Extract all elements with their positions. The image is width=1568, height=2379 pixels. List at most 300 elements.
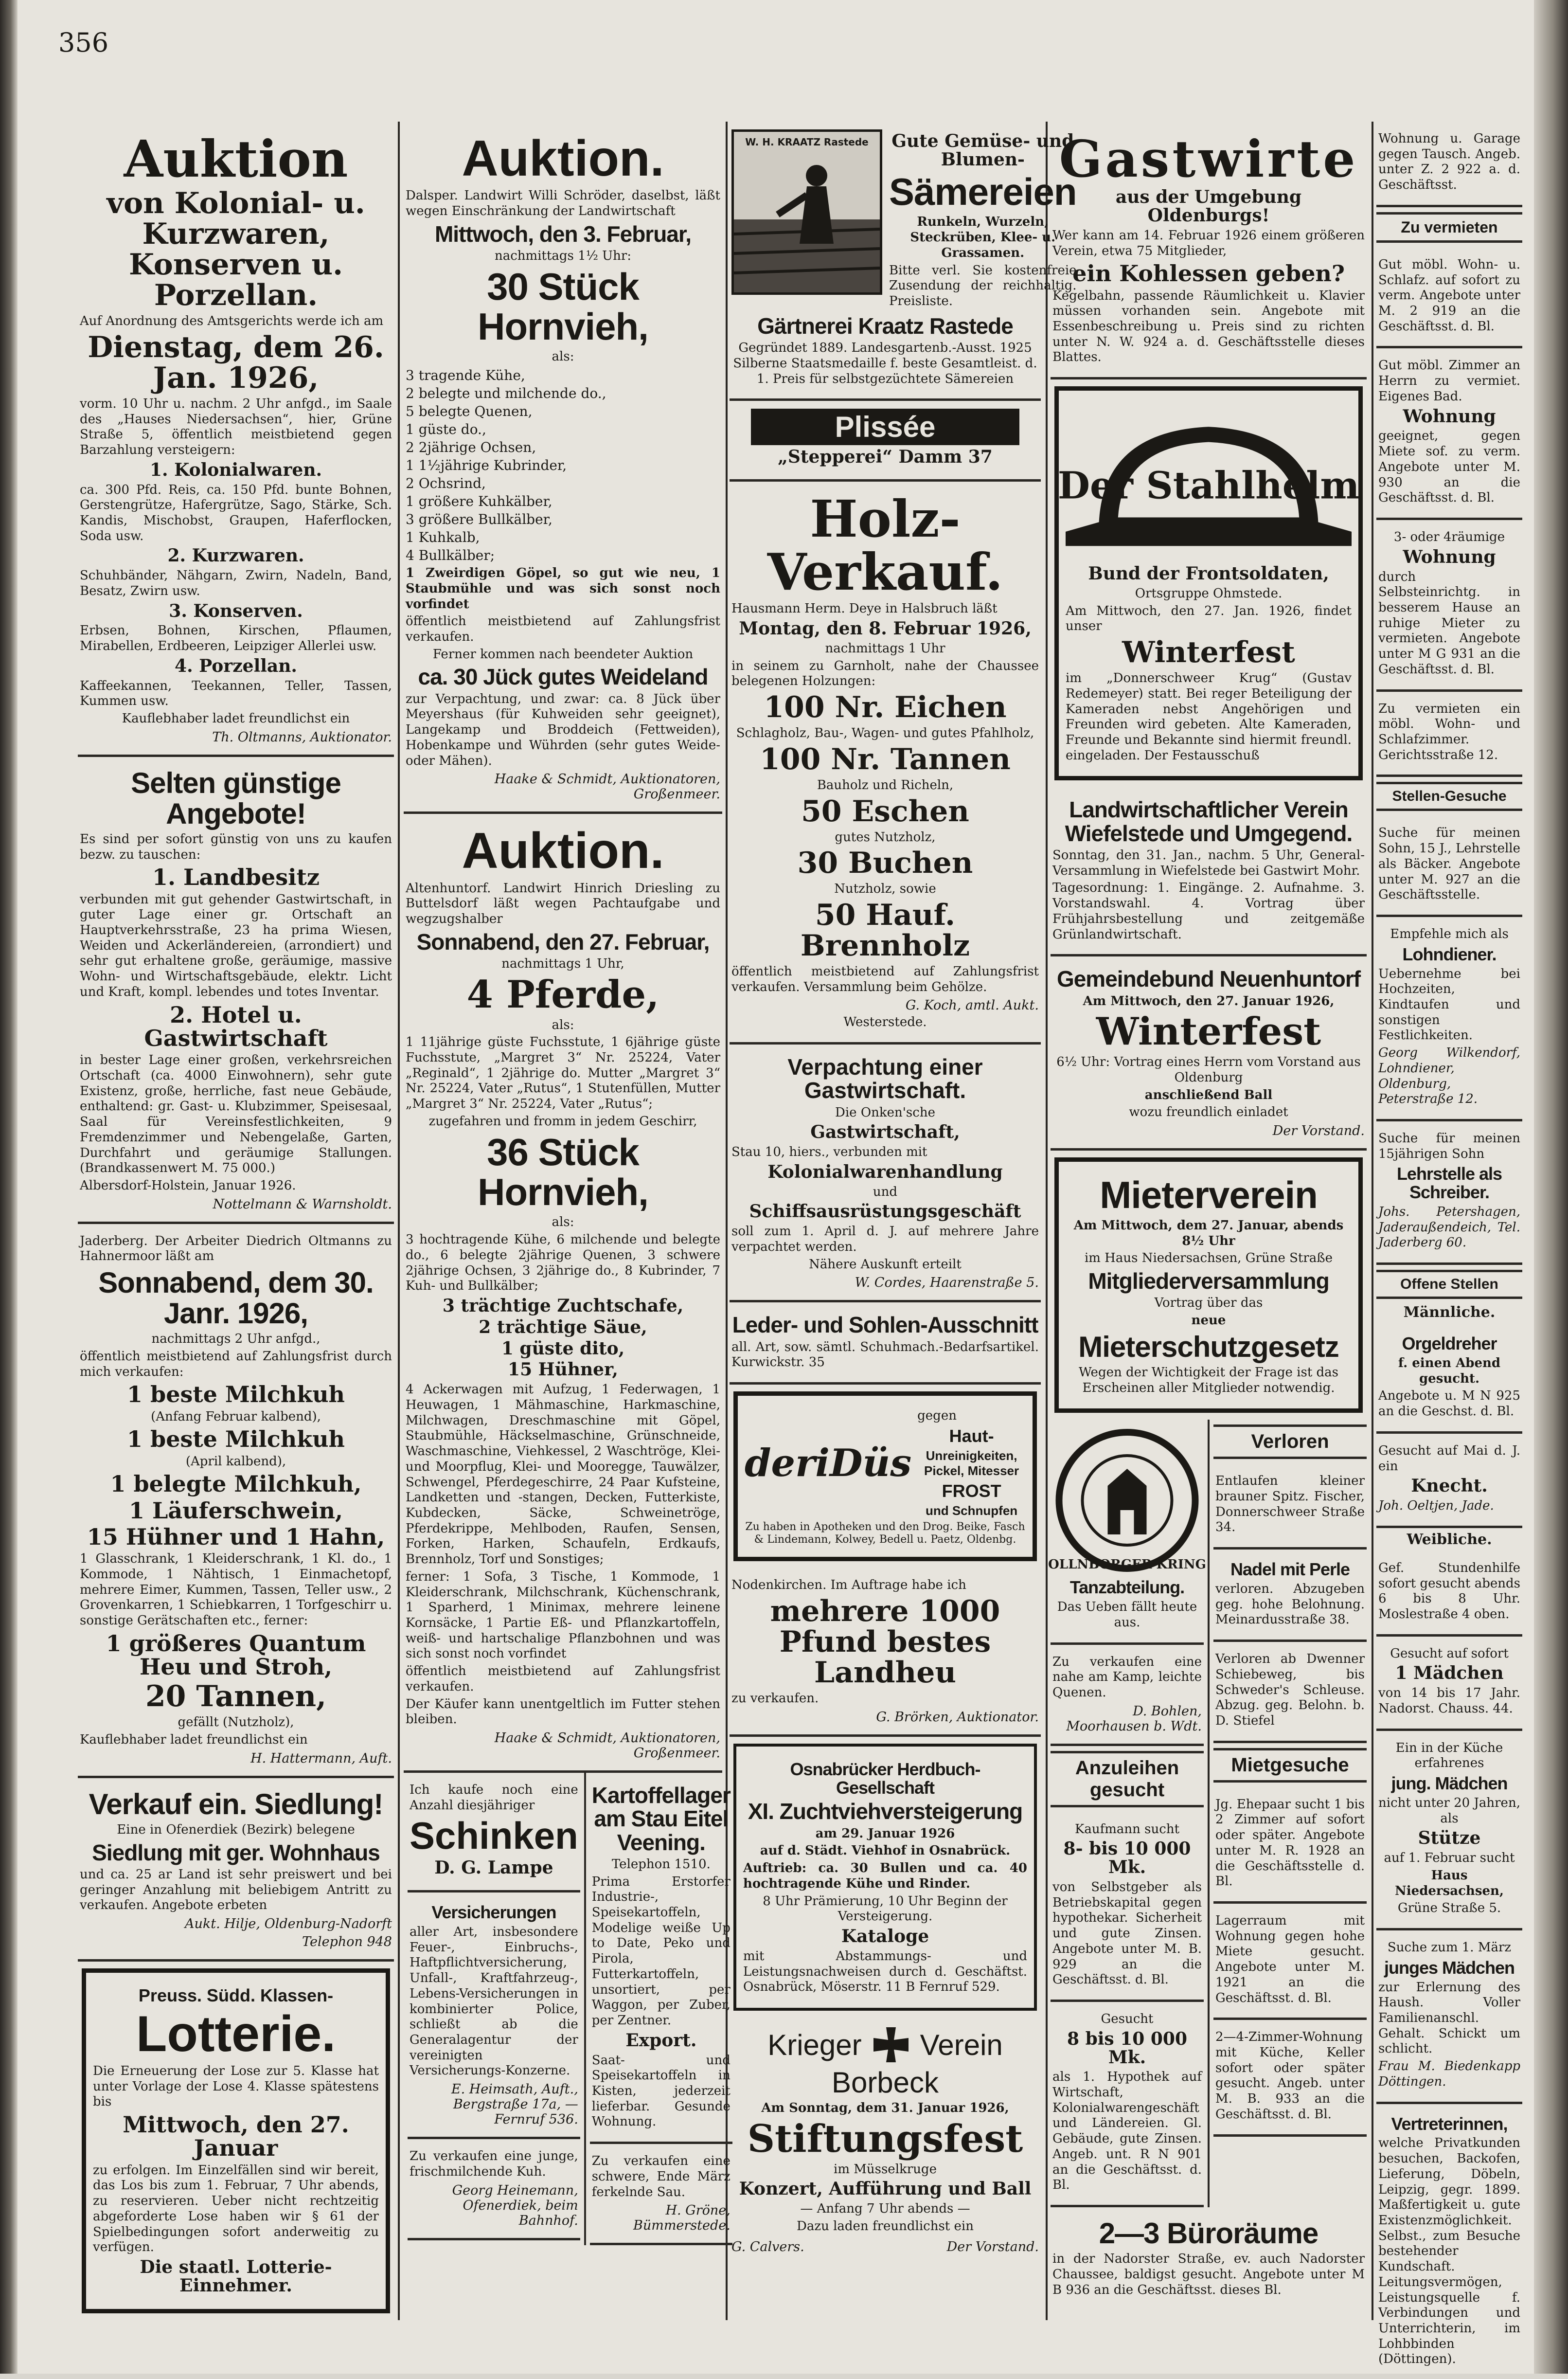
ad-text: Gesucht auf sofort	[1390, 1646, 1509, 1661]
ad-headline: Lehrstelle als Schreiber.	[1396, 1164, 1502, 1203]
ad-holz-verkauf	[730, 482, 1041, 1045]
ad-title: Verpachtung einer Gastwirtschaft.	[787, 1054, 983, 1103]
column-rule	[1372, 122, 1373, 2320]
ad-derildus	[733, 1391, 1037, 1561]
ad-section: Kataloge	[841, 1926, 929, 1947]
ad-text: 8 Uhr Prämierung, 10 Uhr Beginn der Versteigerung.	[763, 1893, 1008, 1924]
ad-vermieten-1	[1376, 248, 1522, 349]
scan-edge-left	[0, 0, 18, 2374]
ad-text: Nähere Auskunft erteilt	[809, 1257, 962, 1272]
ad-text: Dalsper. Landwirt Willi Schröder, daselbst, läßt wegen Einschränkung der Landwirtschaft	[406, 188, 720, 218]
ad-text: nachmittags 1½ Uhr:	[494, 248, 632, 263]
ad-signature: Johs. Petershagen, Jaderaußendeich, Tel. Jaderberg 60.	[1378, 1205, 1520, 1250]
ad-text: Hausmann Herm. Deye in Halsbruch läßt	[731, 601, 998, 616]
ad-text: Zu verkaufen eine schwere, Ende März ferkelnde Sau.	[591, 2154, 731, 2199]
ad-place: auf d. Städt. Viehhof in Osnabrück.	[760, 1843, 1011, 1858]
ad-text: im Haus Niedersachsen, Grüne Straße	[1084, 1251, 1333, 1266]
ad-text: Ferner kommen nach beendeter Auktion	[432, 647, 694, 662]
list-item: 2 2jährige Ochsen,	[406, 439, 536, 456]
ad-headline: 4 Pferde,	[466, 972, 659, 1017]
ad-text: soll zum 1. April d. J. auf mehrere Jahre verpachtet werden.	[731, 1224, 1039, 1254]
ad-text: Nodenkirchen. Im Auftrage habe ich	[731, 1578, 966, 1593]
ad-text: von Selbstgeber als Betriebskapital gegen hypothekar. Sicherheit und gute Zinsen. Angebote unter M. B. 929 an die Geschäftsst. d. Bl.	[1052, 1879, 1202, 1987]
ad-vermieten-4	[1376, 692, 1522, 777]
ad-text: aller Art, insbesondere Feuer-, Einbruchs-, Haftpflichtversicherung, Unfall-, Kraftfahrzeug-, Lebens-Versicherungen in kombinierter Police, schließt ab die Generalagentur der vereinigten Versicherungs-Konzerne.	[410, 1924, 578, 2078]
ad-text: Haus Niedersachsen,	[1395, 1868, 1504, 1898]
ad-text: Auftrieb: ca. 30 Bullen und ca. 40 hochtragende Kühe und Rinder.	[743, 1861, 1027, 1891]
ad-gastwirte	[1051, 122, 1367, 379]
ad-title: Bund der Frontsoldaten,	[1088, 563, 1329, 584]
ad-title: Mieterverein	[1100, 1173, 1318, 1217]
ad-lehrstelle	[1376, 1121, 1522, 1265]
ad-title: Landwirtschaftlicher Verein Wiefelstede und Umgegend.	[1065, 797, 1353, 846]
ad-title: Versicherungen	[431, 1902, 556, 1923]
ad-zu-verkaufen	[1051, 1645, 1204, 1746]
ad-text: und	[873, 1184, 898, 1199]
livestock-list	[406, 367, 720, 564]
ad-text: verbunden mit gut gehender Gastwirtschaft, in guter Lage einer gr. Ortschaft an Hauptverkehrsstraße, 23 ha prima Wiesen, Weiden und Ackerländereien, (arrondiert) und sehr gut erhaltene große, geräumige, massive Wohn- und Wirtschaftsgebäude, elektr. Licht und Kraft, kompl. lebendes und totes Inventar.	[80, 892, 392, 999]
ad-subtitle: „Stepperei“ Damm 37	[778, 447, 993, 468]
ad-text: nachmittags 2 Uhr anfgd.,	[151, 1332, 321, 1347]
ad-text: Suche für meinen Sohn, 15 J., Lehrstelle als Bäcker. Angebote unter M. 927 an die Geschäftsstelle.	[1378, 826, 1520, 902]
page-number: 356	[58, 27, 109, 58]
ad-subtitle: von Kolonial- u. Kurzwaren, Konserven u. Porzellan.	[107, 186, 365, 313]
ad-text: Wohnung u. Garage gegen Tausch. Angeb. unter Z. 2 922 a. d. Geschäftsst.	[1378, 131, 1520, 193]
ad-knecht	[1376, 1434, 1522, 1528]
ad-mietgesuch-3	[1213, 2020, 1367, 2136]
ad-text: anschließend Ball	[1144, 1087, 1273, 1102]
section-stellengesuche: Stellen-Gesuche	[1376, 782, 1522, 811]
ad-date: am 29. Januar 1926	[815, 1826, 955, 1841]
ad-title: Leder- und Sohlen-Ausschnitt	[732, 1312, 1038, 1338]
ad-item: 1 güste dito,	[501, 1338, 625, 1359]
ad-date: Mittwoch, den 27. Januar	[123, 2111, 349, 2162]
kring-emblem-icon	[1048, 1427, 1206, 1573]
ad-text: öffentlich meistbietend auf Zahlungsfrist durch mich verkaufen:	[80, 1349, 392, 1379]
ad-section: 1. Landbesitz	[152, 864, 320, 891]
ad-headline: Stütze	[1418, 1828, 1481, 1849]
ad-mietgesuch-2	[1213, 1904, 1367, 2020]
ad-headline: junges Mädchen	[1384, 1957, 1515, 1978]
ad-auktion-altenhuntorf	[404, 814, 722, 1773]
ad-verloren-2	[1213, 1550, 1367, 1642]
ad-title: Auktion.	[462, 130, 664, 187]
ad-text: in bester Lage einer großen, verkehrsreichen Ortschaft (ca. 4000 Einwohnern), sehr gute Existenz, große, herrliche, fast neue Gebäude, enthaltend: gr. Gast- u. Klubzimmer, Speisesaal, Saal für Vereinsfestlichkeiten, 9 Fremdenzimmer und Nebengelaße, Garten, Durchfahrt und geräumige Stallungen. (Brandkassenwert M. 75 000.)	[80, 1053, 392, 1176]
ad-text: in der Nadorster Straße, ev. auch Nadorster Chaussee, baldigst gesucht. Angebote unter M B 936 an die Geschäftsst. dieses Bl.	[1052, 2252, 1365, 2297]
iron-cross-icon	[872, 2025, 910, 2064]
ad-text: neue	[1191, 1313, 1226, 1328]
column-4	[1048, 122, 1367, 2320]
ad-kraatz-text	[889, 129, 1077, 311]
ad-text: Nutzholz, sowie	[834, 882, 936, 897]
ad-vertreterinnen	[1376, 2104, 1522, 2379]
ad-date: Sonnabend, dem 30. Janr. 1926,	[98, 1266, 374, 1330]
ad-column-right	[586, 1773, 736, 2245]
ad-anzuleihen-1	[1051, 1812, 1204, 2002]
ad-text: ferner: 1 Sofa, 3 Tische, 1 Kommode, 1 Kleiderschrank, Milchschrank, Küchenschrank, 1 Sparherd, 1 Minimax, mehrere leinene Kornsäcke, 1 Partie Eß- und Pflanzkartoffeln, weiß- und hartschalige Pflanzbohnen und was sich sonst noch vorfindet	[406, 1569, 720, 1661]
ad-text: all. Art, sow. sämtl. Schuhmach.-Bedarfsartikel. Kurwickstr. 35	[731, 1339, 1039, 1370]
ad-text: 2—4-Zimmer-Wohnung mit Küche, Keller sofort oder später gesucht. Angeb. unter M. B. 933 an die Geschäftsst. d. Bl.	[1215, 2030, 1365, 2122]
ad-text: nachmittags 1 Uhr	[825, 641, 945, 656]
ad-angebote	[78, 757, 394, 1224]
ad-title: Selten günstige Angebote!	[131, 766, 341, 830]
ad-text: ca. 300 Pfd. Reis, ca. 150 Pfd. bunte Bohnen, Gerstengrütze, Hafergrütze, Sago, Stärke, Sch. Kandis, Mischobst, Graupen, Haferflocken, Soda usw.	[80, 482, 392, 543]
ad-text: Ich kaufe noch eine Anzahl diesjähriger	[410, 1783, 578, 1813]
ad-signature: G. Calvers.	[731, 2239, 804, 2254]
ad-plissee	[730, 401, 1041, 482]
ad-text: — Anfang 7 Uhr abends —	[800, 2201, 970, 2217]
ad-date: Sonnabend, den 27. Februar,	[416, 929, 710, 955]
ad-text: Vortrag über das	[1154, 1296, 1263, 1311]
ad-orgeldreher	[1376, 1324, 1522, 1434]
col4-lower-split	[1048, 1420, 1367, 2207]
ad-derildus-claims	[917, 1406, 1026, 1520]
ad-item: 50 Eschen	[801, 794, 969, 829]
ad-date: Dienstag, dem 26. Jan. 1926,	[88, 330, 384, 395]
ad-item: 1 Läuferschwein,	[128, 1497, 343, 1524]
ad-item: 1 größeres Quantum Heu und Stroh,	[106, 1630, 366, 1680]
ad-title: Holz-Verkauf.	[767, 489, 1003, 602]
ad-text: Das Ueben fällt heute aus.	[1057, 1600, 1197, 1630]
ad-text: Zu vermieten ein möbl. Wohn- und Schlafzimmer. Gerichtsstraße 12.	[1378, 701, 1520, 762]
ad-item: 50 Hauf. Brennholz	[800, 898, 970, 963]
ad-text: 1 11jährige güste Fuchsstute, 1 6jährige güste Fuchsstute, „Margret 3“ Nr. 25224, Vater „Reginald“, 1 2jährige do. Mutter „Margret 3“ Nr. 25224, Vater „Rutus“, 1 Stutenfüllen, Mutter „Margret 3“ Nr. 25224, Vater „Rutus“;	[406, 1035, 720, 1112]
ad-kuh	[408, 2139, 580, 2240]
ad-text: Bitte verl. Sie kostenfreie Zusendung der reichhaltig. Preisliste.	[889, 263, 1077, 309]
ad-text: Entlaufen kleiner brauner Spitz. Fischer, Donnerschweer Straße 34.	[1215, 1474, 1365, 1535]
ad-section: 4. Porzellan.	[175, 655, 297, 676]
list-item: 1 1½jährige Kubrinder,	[406, 457, 567, 474]
ad-headline: Gärtnerei Kraatz Rastede	[757, 313, 1013, 339]
ad-vermieten-3	[1376, 520, 1522, 692]
ad-text: Gut möbl. Wohn- u. Schlafz. auf sofort zu verm. Angebote unter M. 2 919 an die Geschäftsst. d. Bl.	[1378, 257, 1520, 334]
ad-text: zur Erlernung des Haush. Voller Familienanschl. Gehalt. Schickt um schlicht.	[1378, 1980, 1520, 2056]
ad-text: zu erfolgen. Im Einzelfällen sind wir bereit, das Los bis zum 1. Februar, 7 Uhr abends, zu reservieren. Ueber nicht rechtzeitig abgeforderte Lose haben wir § 61 der Spielbedingungen sofort anderweitig zu verfügen.	[93, 2163, 379, 2255]
column-5	[1376, 122, 1522, 2367]
ad-text: Suche für meinen 15jährigen Sohn	[1378, 1131, 1520, 1161]
ad-headline: Nadel mit Perle	[1230, 1559, 1350, 1580]
ad-text: Altenhuntorf. Landwirt Hinrich Driesling zu Buttelsdorf läßt wegen Pachtaufgabe und wegzugshalber	[406, 881, 720, 926]
ad-kraatz-row	[731, 129, 1077, 311]
ad-text: Kegelbahn, passende Räumlichkeit u. Klavier müssen vorhanden sein. Angebote mit Essenbeschreibung u. Preis sind zu richten unter N. W. 924 a. d. Geschäftsstelle dieses Blattes.	[1052, 288, 1365, 365]
ad-headline: ca. 30 Jück gutes Weideland	[418, 664, 708, 690]
ad-place: Westerstede.	[843, 1015, 927, 1030]
ad-leder	[730, 1302, 1041, 1385]
ad-title: Lotterie.	[136, 2005, 336, 2062]
ad-text: Die Onken'sche	[835, 1105, 935, 1120]
ad-item: Kolonialwarenhandlung	[767, 1161, 1003, 1182]
ad-signature: Georg Heinemann, Ofenerdiek, beim Bahnhof.	[452, 2182, 578, 2228]
ad-signature: Joh. Oeltjen, Jade.	[1378, 1498, 1494, 1514]
ad-signature: H. Gröne, Bümmerstede.	[633, 2203, 731, 2234]
ad-title: Osnabrücker Herdbuch-Gesellschaft	[790, 1759, 980, 1798]
steel-helmet-icon	[1057, 401, 1360, 562]
ad-headline: Schinken	[410, 1814, 578, 1857]
ad-text: Gesucht	[1101, 2012, 1154, 2027]
ad-signature: Th. Oltmanns, Auktionator.	[212, 729, 392, 745]
ad-text: als:	[552, 1215, 574, 1230]
ad-headline: Lohndiener.	[1402, 944, 1497, 964]
ad-signature: H. Hattermann, Auft.	[250, 1750, 392, 1766]
list-item: 5 belegte Quenen,	[406, 403, 533, 420]
ad-text: FROST	[942, 1481, 1001, 1501]
ad-text: (April kalbend),	[185, 1454, 286, 1469]
ad-signature: G. Brörken, Auktionator.	[876, 1709, 1039, 1725]
ad-text: Sonntag, den 31. Jan., nachm. 5 Uhr, General-Versammlung in Wiefelstede bei Gastwirt Mohr.	[1052, 847, 1365, 878]
ad-text: Lagerraum mit Wohnung gegen hohe Miete gesucht. Angebote unter M. 1921 an die Geschäftsst. d. Bl.	[1215, 1913, 1365, 2005]
ad-bueroraeume	[1051, 2207, 1367, 2309]
ad-text: Die Erneuerung der Lose zur 5. Klasse hat unter Vorlage der Lose 4. Klasse spätestens bis	[93, 2064, 379, 2109]
ad-text: und Schnupfen	[925, 1503, 1018, 1518]
emblem-label: OLLNBORGER KRING	[1048, 1557, 1206, 1572]
ad-title: Krieger	[767, 2028, 862, 2061]
ad-title: Verein	[920, 2028, 1003, 2061]
ad-headline: Wohnung	[1403, 406, 1496, 427]
ad-text: Wer kann am 14. Februar 1926 einem größeren Verein, etwa 75 Mitglieder,	[1052, 228, 1365, 258]
ad-item: 1 belegte Milchkuh,	[110, 1471, 362, 1497]
ad-text: Auf Anordnung des Amtsgerichts werde ich am	[80, 314, 384, 329]
ad-text: Zu verkaufen eine junge, frischmilchende Kuh.	[410, 2149, 578, 2179]
ad-text: 3 hochtragende Kühe, 6 milchende und belegte do., 6 belegte 2jährige Quenen, 3 schwere 2jährige Ochsen, 3 2jährige do., 8 Kubrinder, 7 Kuh- und Bullkälber;	[406, 1232, 720, 1294]
ad-text: als:	[552, 349, 574, 364]
ad-text: Konzert, Aufführung und Ball	[739, 2179, 1032, 2199]
ad-phone: Telephon 948	[302, 1934, 392, 1950]
ad-text: welche Privatkunden besuchen, Backofen, Lieferung, Döbeln, Leipzig, gegr. 1899. Maßfertigkeit u. gute Existenzmöglichkeit. Selbst., zum Besuche bestehender Kundschaft. Leitungsvermögen, Leistungsquelle f. Verbindungen und Unterrichterin, im Lohbbinden (Döttingen).	[1378, 2136, 1520, 2367]
ad-signature: Aukt. Hilje, Oldenburg-Nadorft	[184, 1916, 392, 1932]
ad-title: Auktion	[124, 129, 348, 189]
ad-landwirtschaftlicher-verein	[1051, 787, 1367, 956]
ad-text: Zu haben in Apotheken und den Drog. Beike, Fasch & Lindemann, Kolwey, Bedell u. Paetz, Oldenbg.	[745, 1520, 1025, 1546]
ad-text: mit Abstammungs- und Leistungsnachweisen durch d. Geschäftst. Osnabrück, Möserstr. 11 B Fernruf 529.	[743, 1948, 1027, 1995]
ad-verpachtung	[730, 1045, 1041, 1302]
ad-date: Mittwoch, den 3. Februar,	[434, 221, 692, 247]
ad-text: öffentlich meistbietend auf Zahlungsfrist verkaufen.	[406, 614, 720, 645]
ad-item: 1 beste Milchkuh	[127, 1381, 345, 1408]
ad-signature: G. Koch, amtl. Aukt.	[905, 998, 1039, 1013]
ad-text: Dazu laden freundlichst ein	[797, 2218, 974, 2234]
list-item: 2 belegte und milchende do.,	[406, 385, 606, 402]
ad-title: Kartoffellager am Stau Eitel Veening.	[591, 1783, 731, 1855]
ad-sau	[590, 2144, 732, 2245]
ad-text: gegen	[917, 1408, 957, 1424]
ad-text: Kaffeekannen, Teekannen, Teller, Tassen, Kummen usw.	[80, 678, 392, 709]
ad-anzuleihen-2	[1051, 2002, 1204, 2207]
ad-versicherungen	[408, 1892, 580, 2139]
ad-headline: 8 bis 10 000 Mk.	[1067, 2028, 1187, 2068]
list-item: 2 Ochsrind,	[406, 475, 486, 492]
ad-text: Kauflebhaber ladet freundlichst ein	[122, 711, 350, 726]
emblem-label: Der Stahlhelm	[1057, 464, 1360, 508]
ad-item: 100 Nr. Tannen	[760, 742, 1011, 776]
ad-text: Angebote u. M N 925 an die Geschst. d. Bl.	[1378, 1388, 1520, 1419]
ad-headline: XI. Zuchtviehversteigerung	[748, 1799, 1023, 1824]
column-1	[78, 122, 394, 2320]
ad-text: und ca. 25 ar Land ist sehr preiswert und bei geringer Anzahlung mit beliebigem Antritt zu verkaufen. Angebote erbeten	[80, 1867, 392, 1913]
ad-column-left	[404, 1773, 586, 2245]
ad-title: Verkauf ein. Siedlung!	[89, 1787, 383, 1820]
list-item: 3 größere Bullkälber,	[406, 511, 552, 528]
ad-signature: Der Vorstand.	[1272, 1123, 1365, 1139]
ad-item: 15 Hühner und 1 Hahn,	[87, 1523, 385, 1550]
ad-headline: Vertreterinnen,	[1391, 2113, 1508, 2134]
ad-text: zugefahren und fromm in jedem Geschirr,	[428, 1114, 697, 1129]
ad-text: nicht unter 20 Jahren, als	[1378, 1795, 1520, 1826]
ad-text: Suche zum 1. März	[1387, 1940, 1512, 1955]
ad-text: gefällt (Nutzholz),	[178, 1715, 294, 1730]
ad-headline: 2—3 Büroräume	[1099, 2217, 1319, 2250]
ad-text: 1 Glasschrank, 1 Kleiderschrank, 1 Kl. do., 1 Kommode, 1 Nähtisch, 1 Einmachetopf, mehrere Eimer, Kummen, Tassen, Teller usw., 2 Grovenkarren, 1 Schiebkarren, 1 Torfgeschirr u. sonstige Gerätschaften etc., ferner:	[80, 1551, 392, 1628]
ad-vermieten-2	[1376, 348, 1522, 520]
ad-lohndiener	[1376, 917, 1522, 1121]
ad-mietgesuch-1	[1213, 1787, 1367, 1904]
column-2	[404, 122, 731, 2320]
ad-headline: Wohnung	[1403, 546, 1496, 567]
ad-text: auf 1. Februar sucht	[1384, 1851, 1515, 1866]
sower-illustration	[731, 129, 882, 295]
ad-junges-maedchen	[1376, 1930, 1522, 2104]
ad-phone: Telephon 1510.	[611, 1856, 711, 1872]
ad-text: Zu verkaufen eine nahe am Kamp, leichte Quenen.	[1052, 1654, 1202, 1700]
ad-text: 4 Ackerwagen mit Aufzug, 1 Federwagen, 1 Heuwagen, 1 Mähmaschine, Harkmaschine, Milchwagen, Dreschmaschine mit Göpel, Staubmühle, Häckselmaschine, Grünschneide, Waschmaschine, Viehkessel, 2 Waschtröge, Klei- und Moorpflug, Klei- und Mooregge, Tauwälzer, Schwengel, Pferdegeschirre, 24 Paar Kufsteine, Landketten und -stangen, Decken, Futterkiste, Kubdecken, Säcke, Schweinetröge, Pferdekrippe, Mehlboden, Raufen, Sensen, Forken, Harken, Schaufeln, Erdkaufs, Brennholz, Torf und Sonstiges;	[406, 1382, 720, 1567]
ad-krieger-head	[731, 2025, 1039, 2064]
list-item: 1 Kuhkalb,	[406, 529, 480, 546]
ad-text: Bauholz und Richeln,	[817, 777, 954, 793]
ad-headline: 30 Stück Hornvieh,	[478, 265, 648, 348]
ad-text: Gut möbl. Zimmer an Herrn zu vermiet. Eigenes Bad.	[1378, 358, 1520, 404]
ad-item: 3 trächtige Zuchtschafe,	[442, 1296, 684, 1316]
ad-headline: jung. Mädchen	[1391, 1773, 1508, 1794]
ad-date: Am Mittwoch, den 27. Januar 1926,	[1083, 993, 1335, 1009]
ad-kicker: Preuss. Südd. Klassen-	[138, 1985, 334, 2006]
ad-kraatz	[730, 122, 1077, 401]
ad-text: Wegen der Wichtigkeit der Frage ist das Erscheinen aller Mitglieder notwendig.	[1078, 1365, 1339, 1395]
ad-text: zur Verpachtung, und zwar: ca. 8 Jück über Meyershaus (für Kuhweiden sehr geeignet), Langekamp und Broddeich (Fettweiden), Hobenkampe und Wührden (sehr gutes Weide- oder Mähen).	[406, 691, 720, 768]
ad-signature: Frau M. Biedenkapp Döttingen.	[1378, 2059, 1520, 2089]
ad-text: in seinem zu Garnholt, nahe der Chaussee belegenen Holzungen:	[731, 658, 1039, 689]
ad-signature: Georg Wilkendorf, Lohndiener, Oldenburg, Peterstraße 12.	[1378, 1045, 1520, 1107]
ad-place: Borbeck	[831, 2066, 939, 2099]
ad-text: Prima Erstorfer Industrie-, Speisekartoffeln, Modelige weiße Up to Date, Peko und Pirola, Futterkartoffeln, unsortiert, per Waggon, per Zuber, per Zentner.	[591, 1874, 731, 2028]
ad-text: f. einen Abend gesucht.	[1398, 1356, 1501, 1386]
ad-text: Verloren ab Dwenner Schiebeweg, bis Schweder's Schleuse. Abzug. geg. Belohn. b. D. Stiefel	[1215, 1652, 1365, 1728]
ad-headline: 36 Stück Hornvieh,	[478, 1130, 648, 1213]
ad-title: Gastwirte	[1059, 129, 1358, 189]
ad-headline: Winterfest	[1122, 635, 1295, 670]
ad-text: Kaufmann sucht	[1074, 1821, 1180, 1837]
ad-text: Uebernehme bei Hochzeiten, Kindtaufen und sonstigen Festlichkeiten.	[1378, 966, 1520, 1043]
section-mietgesuche: Mietgesuche	[1213, 1748, 1367, 1783]
ad-text: Gesucht auf Mai d. J. ein	[1378, 1443, 1520, 1474]
ad-headline: ein Kohlessen geben?	[1072, 260, 1345, 287]
ad-text: im „Donnerschweer Krug“ (Gustav Redemeyer) statt. Bei reger Beteiligung der Kameraden nebst Angehörigen und Freunden wird gebeten. Alte Kameraden, Freunde und Bekannte sind hiermit freundl. eingeladen. Der Festausschuß	[1066, 671, 1352, 763]
ad-text: Schlagholz, Bau-, Wagen- und gutes Pfahlholz,	[736, 726, 1034, 741]
ad-text: wozu freundlich einladet	[1129, 1105, 1288, 1120]
ad-item: 1 beste Milchkuh	[127, 1426, 345, 1453]
ad-kartoffellager	[590, 1773, 732, 2144]
ad-headline: 8- bis 10 000 Mk.	[1063, 1838, 1191, 1878]
ad-headline: Knecht.	[1411, 1476, 1488, 1496]
ad-verloren-3	[1213, 1642, 1367, 1743]
section-maennliche: Männliche.	[1403, 1304, 1496, 1321]
ad-text: Gegründet 1889. Landesgartenb.-Ausst. 1925 Silberne Staatsmedaille f. beste Gesamtleist. d. 1. Preis für selbstgezüchtete Sämereien	[733, 341, 1037, 386]
col4-lower-left	[1048, 1420, 1210, 2207]
ad-text: geeignet, gegen Miete sof. zu verm. Angebote unter M. 930 an die Geschäftsst. d. Bl.	[1378, 429, 1520, 505]
list-item: 4 Bullkälber;	[406, 547, 495, 564]
ad-maedchen	[1376, 1637, 1522, 1731]
ad-item: 15 Hühner,	[508, 1359, 618, 1380]
ad-title: Gemeindebund Neuenhuntorf	[1056, 966, 1361, 992]
column-rule	[1046, 122, 1048, 2320]
ad-text: öffentlich meistbietend auf Zahlungsfrist verkaufen.	[406, 1664, 720, 1694]
ad-signature: Der Vorstand.	[946, 2239, 1039, 2254]
ad-brand: deriDüs	[745, 1441, 912, 1486]
ad-wohnung-tausch	[1376, 122, 1522, 207]
ad-text: vorm. 10 Uhr u. nachm. 2 Uhr anfgd., im Saale des „Hauses Niedersachsen“, hier, Grüne Straße 5, öffentlich meistbietend gegen Barzahlung versteigern:	[80, 396, 392, 458]
section-anzuleihen: Anzuleihen gesucht	[1051, 1751, 1204, 1807]
ad-text: Jg. Ehepaar sucht 1 bis 2 Zimmer auf sofort oder später. Angebote unter M. R. 1928 an die Geschäftsstelle d. Bl.	[1215, 1797, 1365, 1889]
section-offene-stellen: Offene Stellen	[1376, 1270, 1522, 1299]
ad-subtitle: aus der Umgebung Oldenburgs!	[1115, 187, 1302, 226]
ad-text: Gef. Stundenhilfe sofort gesucht abends 6 bis 8 Uhr. Moslestraße 4 oben.	[1378, 1560, 1520, 1622]
ad-stundenhilfe	[1376, 1551, 1522, 1637]
ad-gemeindebund	[1051, 956, 1367, 1151]
ad-jaderberg	[78, 1224, 394, 1778]
ad-text: Kauflebhaber ladet freundlichst ein	[80, 1732, 308, 1748]
ad-text: Tagesordnung: 1. Eingänge. 2. Aufnahme. 3. Vorstandswahl. 4. Vortrag über Frühjahrsbestellung und zeitgemäße Grünlandwirtschaft.	[1052, 881, 1365, 942]
ad-item: 30 Buchen	[797, 846, 973, 881]
ad-text: durch Selbsteinrichtg. in besserem Hause an ruhige Mieter zu vermieten. Angebote unter M G 931 an die Geschäftsst. d. Bl.	[1378, 569, 1520, 677]
list-item: 3 tragende Kühe,	[406, 367, 525, 384]
ad-krieger-verein	[730, 2018, 1041, 2264]
ad-signature: E. Heimsath, Auft., Bergstraße 17a, — Fernruf 536.	[451, 2082, 578, 2127]
ad-text: Grüne Straße 5.	[1397, 1901, 1501, 1916]
ad-text: 6½ Uhr: Vortrag eines Herrn vom Vorstand aus Oldenburg	[1056, 1055, 1361, 1085]
ad-text: Ein in der Küche erfahrenes	[1395, 1740, 1503, 1771]
ad-text: Erbsen, Bohnen, Kirschen, Pflaumen, Mirabellen, Erdbeeren, Leipziger Allerlei usw.	[80, 623, 392, 654]
ad-section: 2. Hotel u. Gastwirtschaft	[144, 1001, 328, 1051]
ad-text: zu verkaufen.	[731, 1691, 819, 1706]
ad-text: Stau 10, hiers., verbunden mit	[731, 1145, 927, 1160]
section-zu-vermieten: Zu vermieten	[1376, 212, 1522, 243]
list-item: 1 größere Kuhkälber,	[406, 493, 552, 510]
ad-section: 2. Kurzwaren.	[167, 545, 304, 566]
column-rule	[398, 122, 400, 2320]
ad-text: nachmittags 1 Uhr,	[501, 956, 624, 971]
ad-text: von 14 bis 17 Jahr. Nadorst. Chauss. 44.	[1378, 1686, 1520, 1716]
ad-siedlung	[78, 1778, 394, 1962]
ad-headline: Stiftungsfest	[747, 2116, 1023, 2161]
ad-text: Empfehle mich als	[1390, 927, 1509, 942]
ad-signature: Haake & Schmidt, Auktionatoren, Großenmeer.	[494, 772, 720, 802]
ad-item: 2 trächtige Säue,	[479, 1316, 647, 1337]
ad-section: 1. Kolonialwaren.	[149, 459, 322, 480]
ad-verloren-1	[1213, 1464, 1367, 1550]
ad-signature: Die staatl. Lotterie-Einnehmer.	[140, 2257, 332, 2296]
ad-stuetze	[1376, 1731, 1522, 1930]
ad-text: 1 Zweirdigen Göpel, so gut wie neu, 1 Staubmühle und was sich sonst noch vorfindet	[406, 566, 720, 612]
ad-stellengesuch-1	[1376, 816, 1522, 917]
ad-lotterie	[82, 1968, 390, 2313]
ad-text: als:	[552, 1017, 574, 1032]
ad-date: Montag, den 8. Februar 1926,	[739, 618, 1032, 639]
ad-item: Schiffsausrüstungsgeschäft	[749, 1201, 1021, 1222]
section-verloren: Verloren	[1213, 1424, 1367, 1459]
ad-section: 3. Konserven.	[169, 600, 303, 621]
ad-item: 20 Tannen,	[145, 1679, 327, 1714]
ad-date: Am Mittwoch, dem 27. Januar, abends 8½ Uhr	[1073, 1218, 1344, 1248]
ad-headline: Winterfest	[1096, 1009, 1321, 1054]
ad-headline: Mieterschutzgesetz	[1078, 1330, 1339, 1363]
